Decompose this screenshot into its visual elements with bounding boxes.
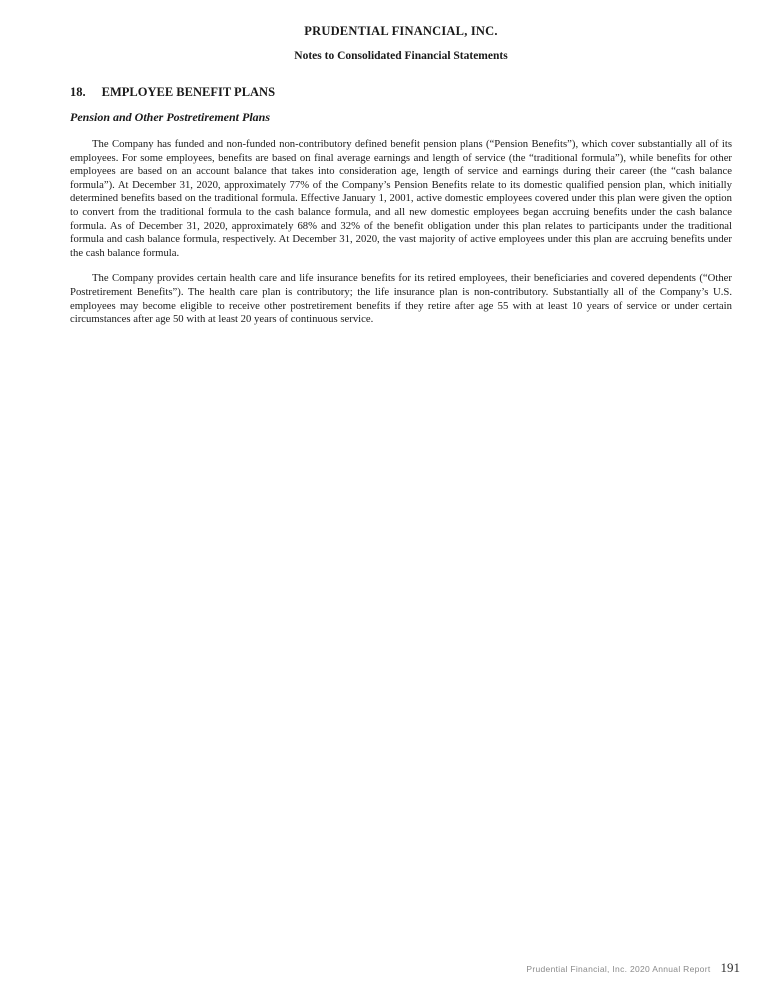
document-subtitle: Notes to Consolidated Financial Statements xyxy=(294,50,508,62)
section-heading-label: EMPLOYEE BENEFIT PLANS xyxy=(101,85,276,99)
paragraph-other-postretirement-benefits: The Company provides certain health care and life insurance benefits for its retired employees, their beneficiaries and covered dependents (“Other Postretirement Benefits”). The health care plan is contributory; the life insurance plan is non-contributory. Substantially all of the Company’s U.S. employees may become eligible to receive other postretirement benefits if they retire after age 55 with at least 10 years of service or under certain circumstances after age 50 with at least 20 years of continuous service. xyxy=(70,272,732,326)
paragraph-pension-benefits: The Company has funded and non-funded non-contributory defined benefit pension plans (“Pension Benefits”), which cover substantially all of its employees. For some employees, benefits are based on final average earnings and length of service (the “traditional formula”), while benefits for other employees are based on an account balance that takes into consideration age, length of service and earnings during their career (the “cash balance formula”). At December 31, 2020, approximately 77% of the Company’s Pension Benefits relate to its domestic qualified pension plan, which initially determined benefits based on the traditional formula. Effective January 1, 2001, active domestic employees covered under this plan were given the option to convert from the traditional formula to the cash balance formula, and all new domestic employees began accruing benefits under the cash balance formula. As of December 31, 2020, approximately 68% and 32% of the benefit obligation under this plan relates to participants under the traditional formula and cash balance formula, respectively. At December 31, 2020, the vast majority of active employees under this plan are accruing benefits under the cash balance formula. xyxy=(70,138,732,259)
document-title: PRUDENTIAL FINANCIAL, INC. xyxy=(304,24,498,38)
page-footer xyxy=(526,960,740,976)
section-subheading: Pension and Other Postretirement Plans xyxy=(70,110,271,124)
section-heading xyxy=(70,85,732,100)
section-number: 18. xyxy=(70,85,86,99)
footer-page-number: 191 xyxy=(720,960,740,975)
page-content xyxy=(70,24,732,327)
footer-brand-text: Prudential Financial, Inc. 2020 Annual Report xyxy=(526,964,711,974)
